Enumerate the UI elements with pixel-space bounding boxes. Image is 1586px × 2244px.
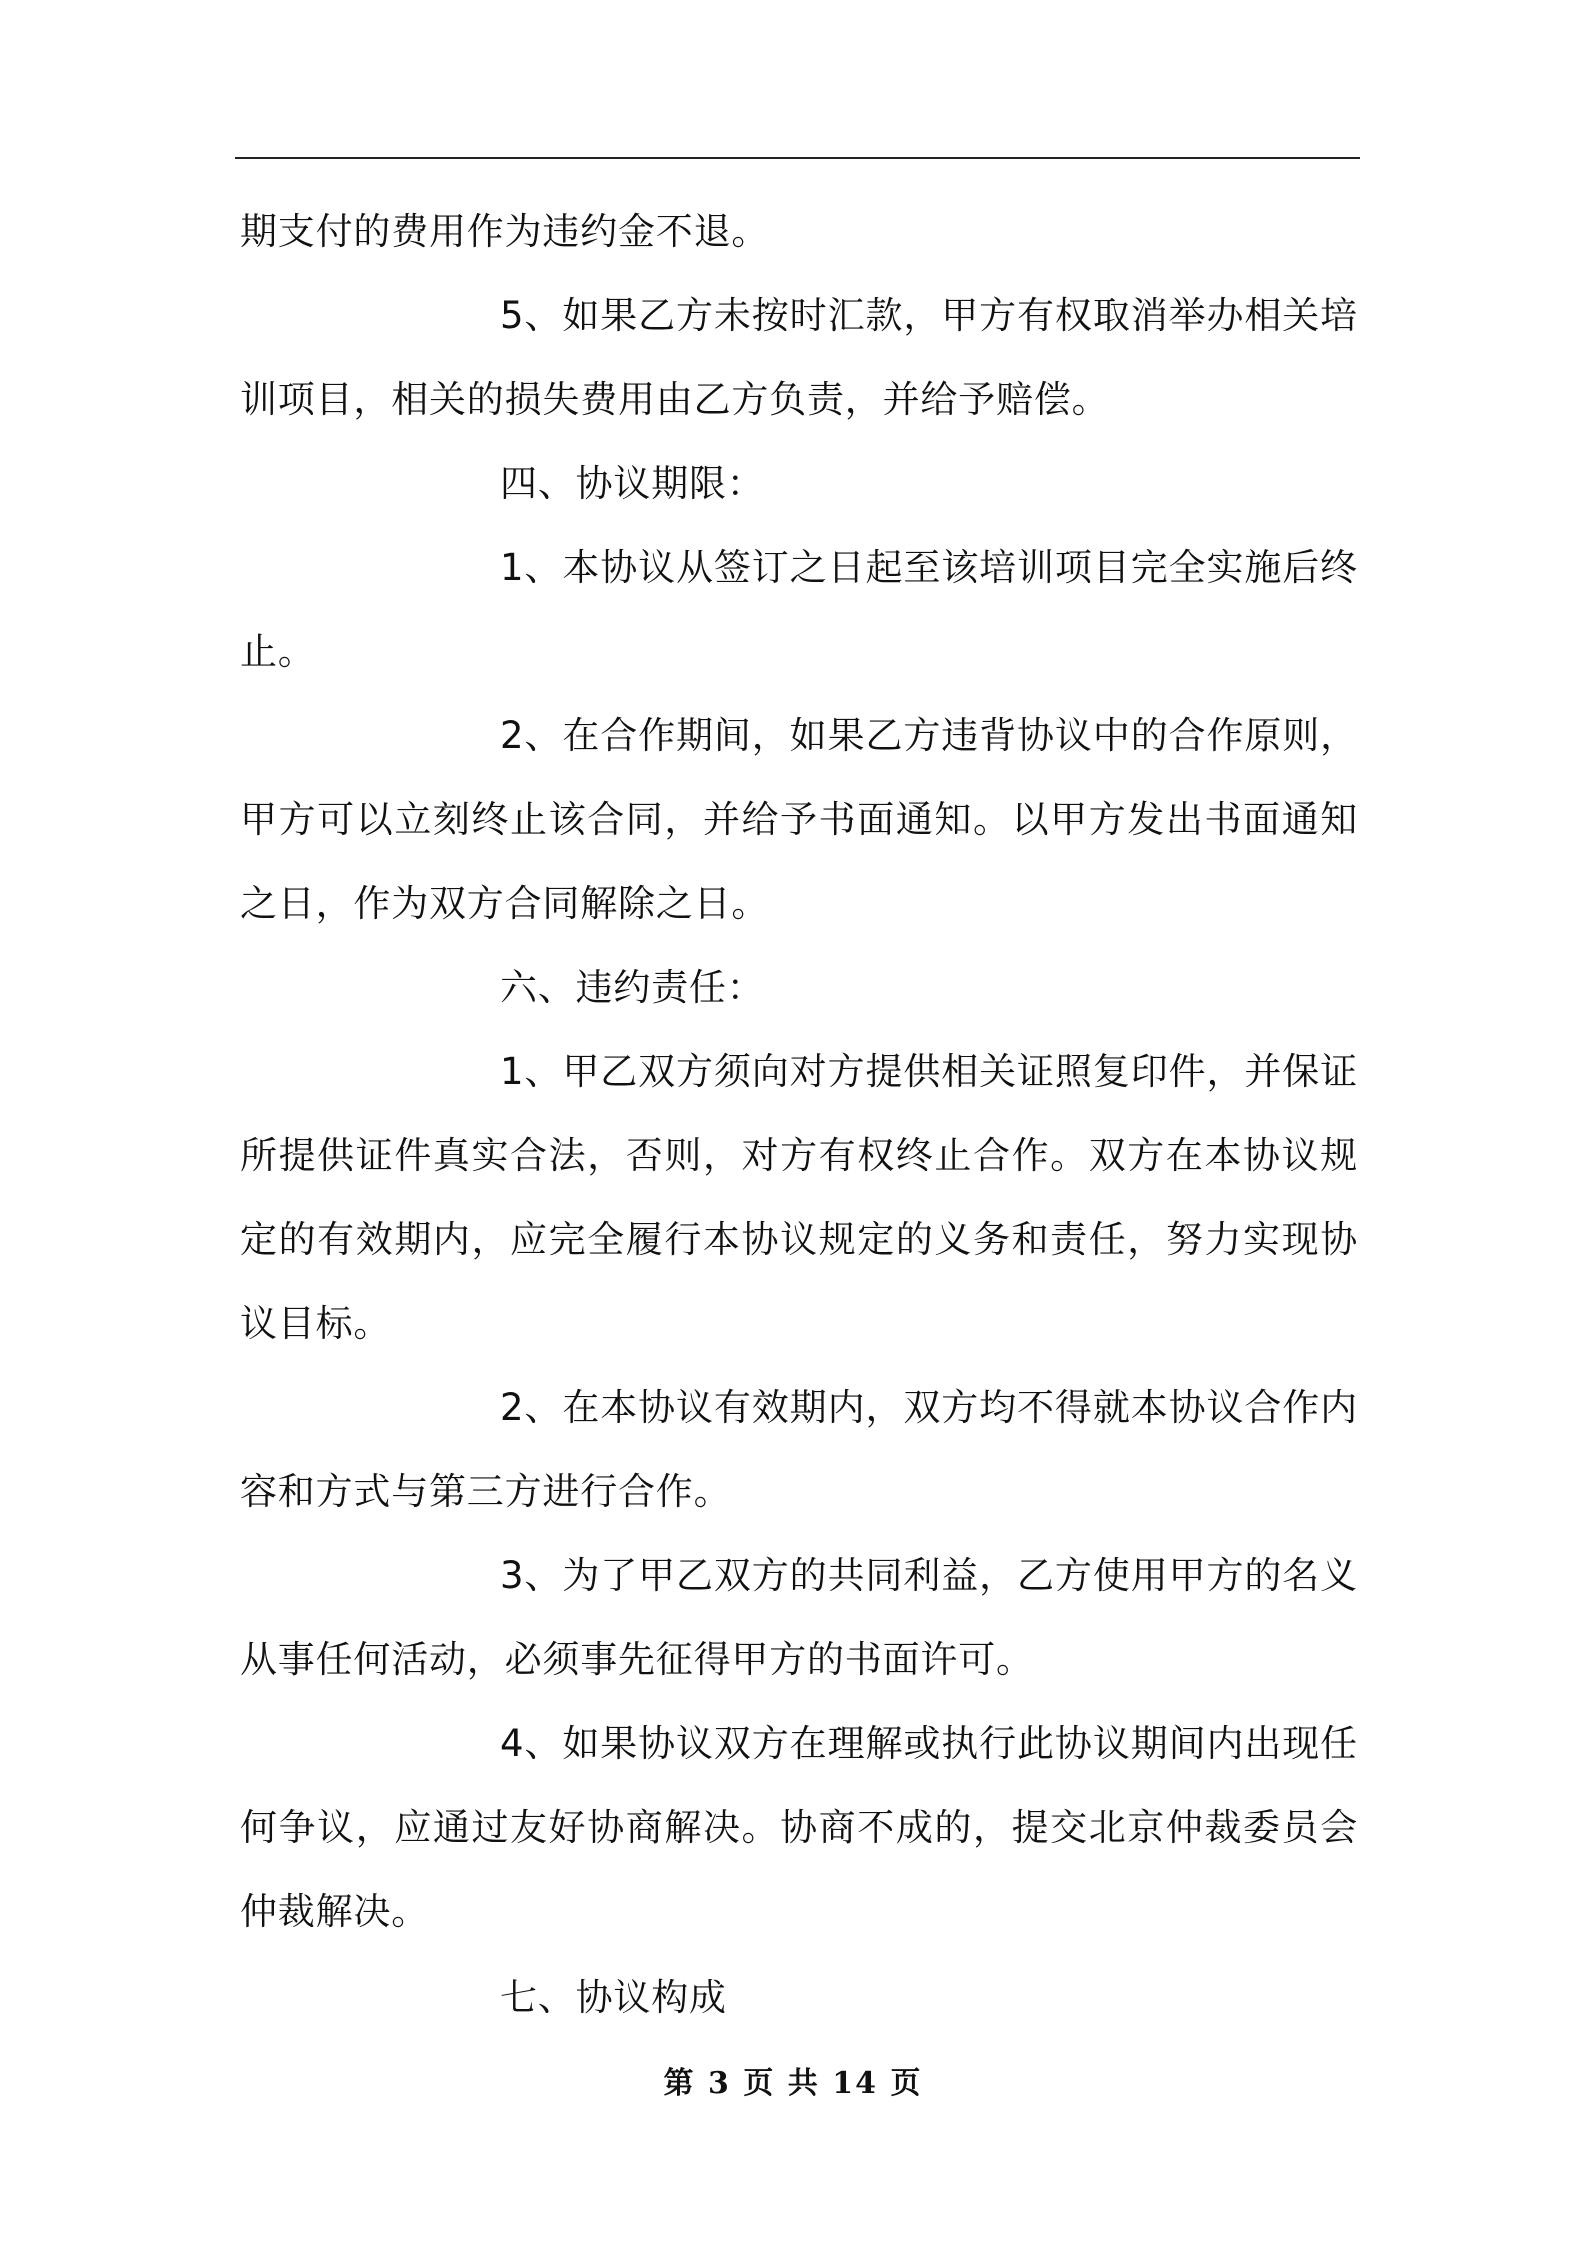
paragraph-liability-3: 3、为了甲乙双方的共同利益，乙方使用甲方的名义从事任何活动，必须事先征得甲方的书面许可。 (240, 1554, 1358, 1681)
section-heading-term: 四、协议期限： (500, 462, 765, 505)
paragraph-term-1: 1、本协议从签订之日起至该培训项目完全实施后终止。 (240, 546, 1358, 673)
paragraph-continuation: 期支付的费用作为违约金不退。 (240, 210, 770, 253)
header-rule (235, 157, 1360, 159)
footer-middle: 页 共 (743, 2066, 820, 2101)
current-page-number: 3 (708, 2066, 731, 2101)
paragraph-clause-5: 5、如果乙方未按时汇款，甲方有权取消举办相关培训项目，相关的损失费用由乙方负责，并给予赔偿。 (240, 294, 1358, 421)
paragraph-term-2: 2、在合作期间，如果乙方违背协议中的合作原则，甲方可以立刻终止该合同，并给予书面通知。以甲方发出书面通知之日，作为双方合同解除之日。 (240, 714, 1358, 925)
paragraph-liability-4: 4、如果协议双方在理解或执行此协议期间内出现任何争议，应通过友好协商解决。协商不成的，提交北京仲裁委员会仲裁解决。 (240, 1722, 1358, 1933)
footer-prefix: 第 (663, 2066, 696, 2101)
page-footer (0, 2058, 1586, 2102)
total-pages: 14 (832, 2066, 878, 2101)
footer-suffix: 页 (890, 2066, 923, 2101)
paragraph-liability-2: 2、在本协议有效期内，双方均不得就本协议合作内容和方式与第三方进行合作。 (240, 1386, 1358, 1513)
section-heading-liability: 六、违约责任： (500, 966, 765, 1009)
section-heading-composition: 七、协议构成 (500, 1976, 727, 2019)
document-body (240, 190, 1358, 2040)
paragraph-liability-1: 1、甲乙双方须向对方提供相关证照复印件，并保证所提供证件真实合法，否则，对方有权终止合作。双方在本协议规定的有效期内，应完全履行本协议规定的义务和责任，努力实现协议目标。 (240, 1050, 1358, 1345)
